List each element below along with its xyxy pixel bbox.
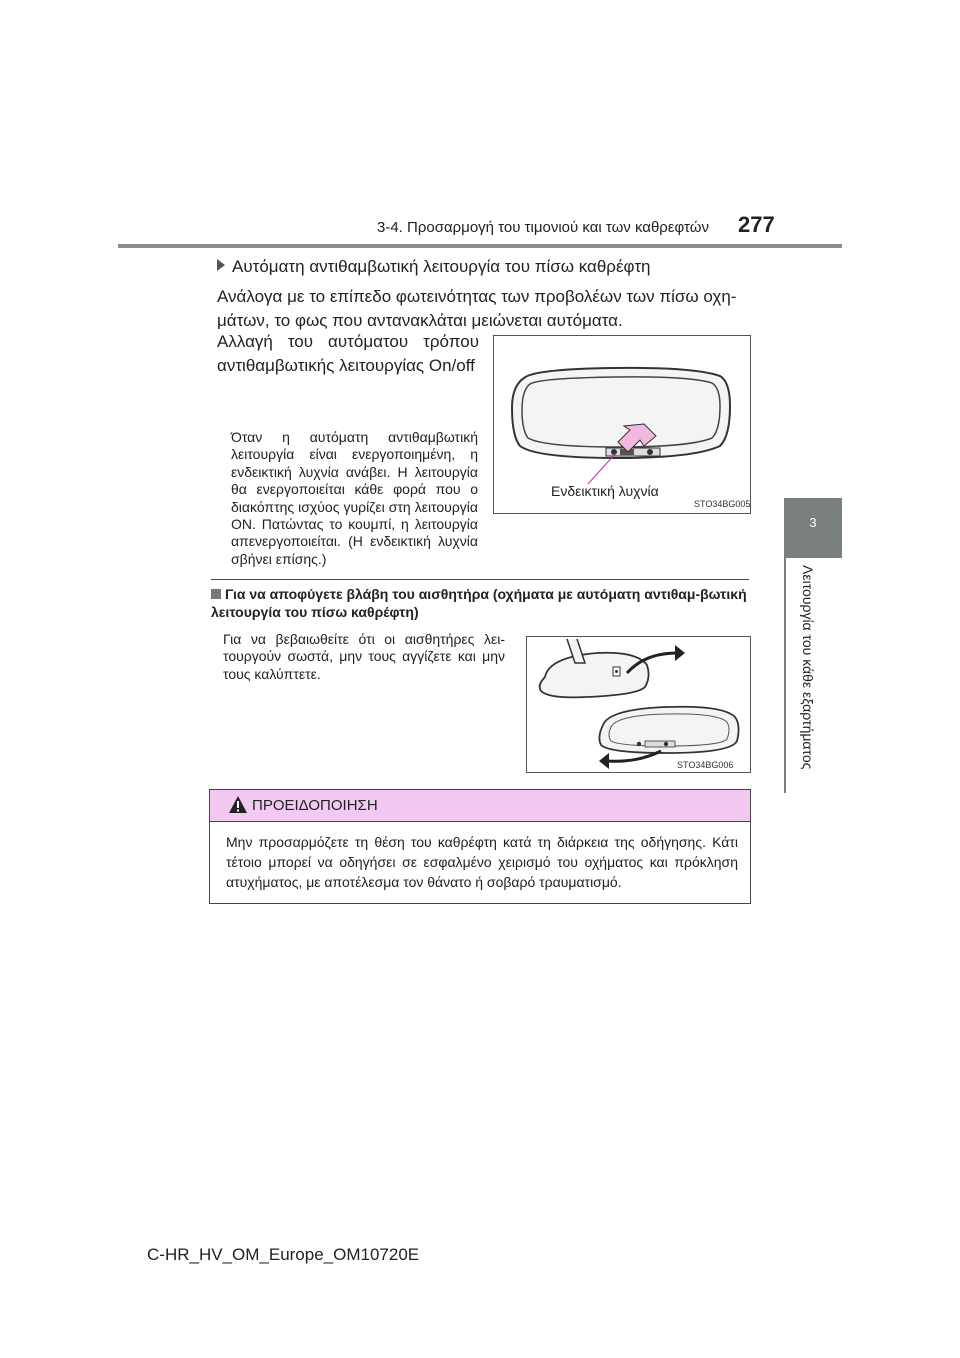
mode-description: Όταν η αυτόματη αντιθαμβωτική λειτουργία είναι ενεργοποιημένη, η ενδεικτική λυχνία ανάβει. Η λειτουργία θα ενεργοποιείται κάθε φορά που ο διακόπτης ισχύος γυρίζει στη λειτουργία ON. Πατώντας το κουμπί, η λειτουργία απενεργοποιείται. (Η ενδεικτική λυχνία σβήνει επίσης.) bbox=[231, 429, 478, 567]
chapter-number: 3 bbox=[809, 515, 817, 530]
figure1-code: STO34BG005 bbox=[694, 499, 751, 509]
sensor-text: Για να βεβαιωθείτε ότι οι αισθητήρες λει-τουργούν σωστά, μην τους αγγίζετε και μην τους καλύπτετε. bbox=[223, 631, 505, 682]
header-section-title: 3-4. Προσαρμογή του τιμονιού και των καθρεφτών bbox=[377, 219, 709, 236]
mode-label: Αλλαγή του αυτόματου τρόπου αντιθαμβωτικής λειτουργίας On/off bbox=[217, 332, 479, 375]
sensor-heading-text: Για να αποφύγετε βλάβη του αισθητήρα (οχήματα με αυτόματη αντιθαμ-βωτική λειτουργία του πίσω καθρέφτη) bbox=[211, 586, 747, 620]
sensor-heading bbox=[211, 585, 753, 621]
page-number: 277 bbox=[738, 212, 775, 237]
square-bullet-icon bbox=[211, 589, 221, 599]
footer-doc-id: C-HR_HV_OM_Europe_OM10720E bbox=[147, 1245, 420, 1264]
indicator-label: Ενδεικτική λυχνία bbox=[551, 483, 659, 499]
chapter-tab bbox=[784, 498, 842, 558]
sensor-mirror-illustration bbox=[527, 637, 750, 772]
section-divider bbox=[211, 579, 749, 580]
section-heading bbox=[217, 257, 651, 277]
warning-box bbox=[209, 789, 751, 904]
mirror-sensors-figure bbox=[526, 636, 751, 773]
triangle-bullet-icon bbox=[217, 259, 225, 271]
chapter-title: Λειτουργία του κάθε εξαρτήματος bbox=[800, 565, 816, 770]
warning-header bbox=[210, 790, 750, 822]
warning-body: Μην προσαρμόζετε τη θέση του καθρέφτη κατά τη διάρκεια της οδήγησης. Κάτι τέτοιο μπορεί να οδηγήσει σε εσφαλμένο χειρισμό του οχήματος και πρόκληση ατυχήματος, με αποτέλεσμα τον θάνατο ή σοβαρό τραυματισμό. bbox=[226, 834, 738, 890]
header-rule bbox=[118, 244, 842, 248]
mirror-indicator-figure bbox=[493, 335, 751, 514]
figure2-code: STO34BG006 bbox=[677, 760, 734, 770]
section-heading-text: Αυτόματη αντιθαμβωτική λειτουργία του πίσω καθρέφτη bbox=[232, 257, 651, 276]
warning-title: ΠΡΟΕΙΔΟΠΟΙΗΣΗ bbox=[252, 797, 378, 814]
intro-paragraph: Ανάλογα με το επίπεδο φωτεινότητας των προβολέων των πίσω οχη-μάτων, το φως που αντανακλάται μειώνεται αυτόματα. bbox=[217, 287, 737, 330]
warning-triangle-icon bbox=[228, 795, 248, 814]
